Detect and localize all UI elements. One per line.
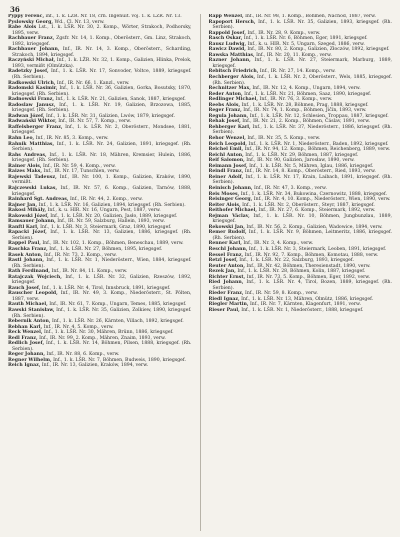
entry-details: Inf., 1. k. LŠR. Nr. 13, Galizien, 1886, kriegsgef. (Rh. Serbien).: [12, 230, 192, 241]
entry-details: Inf., IR. Nr. 4, 10. Komp., Niederösterr., Wien, 1890, verw.: [253, 197, 391, 203]
list-entry: [8, 308, 192, 319]
entry-columns: [8, 14, 392, 531]
entry-name: Raczyński Michał,: [8, 58, 56, 64]
entry-details: Inf., IR. Nr. 80, 2. Komp., Galizien, Złoczów, 1892, kriegsgef.: [247, 47, 390, 53]
entry-details: Inf., 1. k. LŠR. Nr. 28, Böhmen, Prag, 1888, kriegsgef.: [241, 102, 369, 108]
entry-details: Inf., 1. k. LŠR. Nr. 4, Tirol, Innsbruck, 1891, kriegsgef.: [41, 285, 171, 291]
entry-details: Inf., 1. k. LŠR. Nr. 5, Mähren, Iglau, 1886, kriegsgef.: [249, 163, 374, 169]
entry-name: Rebhan Karl,: [8, 324, 43, 330]
entry-name: Rahnik Matthias,: [8, 141, 55, 147]
entry-name: Rauth Michael,: [8, 302, 48, 308]
entry-name: Ratajczak Wojciech,: [8, 274, 62, 280]
entry-details: Inf., IR. Nr. 94, 12. Komp., Böhmen, Reichenberg, 1889, verw.: [244, 147, 391, 153]
entry-name: Richter Ernst,: [208, 274, 246, 280]
entry-name: Rawska Matthias,: [208, 52, 255, 58]
entry-name: Rieder Franz,: [208, 291, 244, 297]
entry-name: Reichl Anton,: [208, 152, 244, 158]
entry-details: Inf., IR. Nr. 14, 3. Komp., Oberösterr., Scharding, Strakoch, 1894, kriegsgef.: [12, 47, 192, 58]
entry-details: Inf., IR. Nr. 84, 11. Komp., verw.: [51, 269, 128, 275]
entry-name: Raffelsberger Franz,: [8, 124, 63, 130]
list-entry: [209, 214, 393, 225]
entry-details: Inf., 1. k. LŠR. Nr. 21, Galizien, Sanok, 1887, kriegsgef.: [55, 97, 186, 103]
entry-name: Reschl Johann,: [208, 246, 248, 252]
list-entry: [8, 103, 192, 114]
entry-name: Rahn Leo,: [8, 136, 35, 142]
entry-name: Radoslaw Janusz,: [8, 102, 56, 108]
entry-name: Rasch Oskar,: [208, 36, 243, 42]
page-number: 36: [10, 5, 20, 14]
entry-name: Rachbauer Johann,: [8, 47, 60, 53]
entry-name: Rappel Paul,: [8, 241, 41, 247]
entry-details: Inf., IR. Nr. 27, 14. Komp., verw.: [259, 69, 336, 75]
list-entry: [8, 291, 192, 302]
entry-name: Reger Johann,: [8, 352, 45, 358]
entry-details: Inf., 1. k. LŠR. Nr. 19, Galizien, Brzozowa, 1885, kriegsgef. (Rh. Serbien).: [12, 102, 192, 114]
entry-name: Rehor Wenzel,: [208, 136, 246, 142]
entry-name: Radomski Kasimir,: [8, 86, 58, 92]
entry-details: Inf., IR. Nr. 74, 1. Komp., Böhmen, Jičín, 1893, verw.: [243, 108, 367, 114]
entry-details: Inf., IR. Nr. 92, 7. Komp., Böhmen, Komotau, 1888, verw.: [244, 252, 379, 258]
entry-name: Reinisch Johann,: [208, 185, 253, 191]
entry-details: Inf., 1. k. LŠR. Nr. 24, Galizien, 1891, kriegsgef. (Rh. Serbien).: [12, 141, 192, 153]
entry-details: Inf., 1. k. LŠR. Nr. 2, Oberösterr., Mondsee, 1881, kriegsgef.: [12, 124, 192, 136]
entry-details: Inf., 1. k. LŠR. Nr. 29, Böhmen, 1887, kriegsgef.: [245, 152, 359, 158]
entry-details: Inf., 1. k. LŠR. Nr. 3, Steiermark, Leoben, 1891, kriegsgef.: [248, 246, 387, 252]
entry-details: Inf., IR. Nr. 57, 7. Komp., verw.: [58, 119, 132, 125]
entry-details: Wd., Cl. Nr. 13, verw.: [54, 19, 105, 25]
list-entry: [8, 36, 192, 47]
entry-name: Pyppy Ferenc,: [8, 14, 45, 19]
list-entry: [209, 125, 393, 136]
left-column: [8, 14, 192, 531]
entry-details: Inf., IR. Nr. 44, 2. Komp., verw.: [69, 197, 143, 203]
entry-details: Inf., IR. Nr. 13, Galizien, Kraków, 1894, verw.: [41, 363, 149, 369]
entry-name: Reichel Emil,: [208, 147, 244, 153]
entry-name: Rachbauer Franz,: [8, 36, 55, 42]
entry-details: Inf., IR. Nr. 7, Kärnten, Klagenfurt, 1891, verw.: [249, 302, 361, 308]
list-entry: [8, 186, 192, 197]
entry-details: Inf., 1. k. LŠR. Nr. 22, Salzburg, 1893, kriegsgef.: [239, 258, 354, 264]
list-entry: [209, 20, 393, 31]
entry-name: Rahs Andreas,: [8, 152, 47, 158]
entry-details: Inf., 1. k. LŠR. Nr. 37, Niederösterr., 1886, kriegsgef. (Rh. Serbien).: [212, 124, 392, 136]
entry-name: Rappold Josef,: [208, 30, 246, 36]
entry-name: Regner Wilhelm,: [8, 357, 52, 363]
entry-details: Zgsfr. Nr. 14, 1. Komp., Oberösterr., Gm. Linz, Strakoch, 1892, kriegsgef.: [12, 36, 192, 47]
entry-details: Inf., IR. Nr. 66, 1. Kanzl., verw.: [56, 80, 130, 86]
entry-name: Rakosi Mihály,: [8, 208, 47, 214]
entry-name: Rapp Wenzel,: [208, 14, 244, 19]
entry-name: Radnowski Franz,: [8, 97, 55, 103]
entry-name: Radkowski Ulrich,: [8, 80, 56, 86]
entry-name: Redl Franz,: [8, 335, 38, 341]
entry-name: Reimann Josef,: [208, 163, 248, 169]
entry-details: Inf., IR. Nr. 21, 2. Komp., Böhmen, Čáslav, 1891, verw.: [242, 119, 371, 125]
entry-details: Inf., 1. k. LŠR. Nr. 7, Böhmen, Budweis, 1890, kriegsgef.: [53, 357, 186, 363]
entry-name: Rabe Alois: [8, 25, 37, 31]
entry-name: Regula Johann,: [208, 113, 249, 119]
entry-name: Rakowski Józef,: [8, 213, 49, 219]
entry-name: Rawski Stanisław,: [8, 307, 55, 313]
entry-details: Inf., 1. k. LŠR. Nr. 30, Mähren, Brünn, 1886, kriegsgef.: [43, 330, 174, 336]
entry-details: Inf., IR. Nr. 12, 4. Komp., Ungarn, 1894, verw.: [252, 86, 361, 92]
entry-name: Rausz Ludwig,: [208, 41, 247, 47]
entry-details: Inf., 1. k. LŠR. Nr. 20, Galizien, Jasło, 1889, kriegsgef.: [50, 213, 178, 219]
entry-details: Inf., IR. Nr. 59, 8. Komp., verw.: [245, 291, 318, 297]
entry-name: Reder Anton,: [208, 91, 243, 97]
entry-name: Riedl Ignaz,: [208, 296, 240, 302]
entry-details: Inf., IR. Nr. 59, 4. Komp., verw.: [42, 163, 116, 169]
entry-details: Inf., 1. k. LŠR. Nr. 12, Schlesien, Troppau, 1887, kriegsgef.: [249, 113, 389, 119]
entry-details: Inf., k. u. HIR. Nr. 5, Ungarn, Szeged, 1886, verw.: [247, 41, 365, 47]
entry-details: Inf., IR. Nr. 76, 3. Komp., verw.: [259, 97, 333, 103]
list-entry: [8, 69, 192, 80]
list-entry: [209, 58, 393, 69]
entry-name: Rebernik Anton,: [8, 319, 51, 325]
entry-name: Rauch Josef,: [8, 285, 41, 291]
entry-details: Inf., 1. k. LŠR. Nr. 4, Tirol, Bozen, 1889, kriegsgef. (Rh. Serbien).: [212, 280, 392, 291]
entry-name: Razner Johann,: [208, 58, 251, 64]
list-entry: [8, 142, 192, 153]
entry-name: Rechberger Alois,: [208, 75, 256, 81]
entry-name: Raschka Franz,: [8, 246, 48, 252]
list-entry: [8, 175, 192, 186]
entry-details: Inf., 1. k. LŠR. Nr. 35, Galizien, Zolkiew, 1890, kriegsgef. (Rh. Serbien).: [12, 307, 192, 319]
entry-details: Inf., 1. k. LŠR. Nr. 17, Krain, Laibach, 1891, kriegsgef. (Rh. Serbien).: [212, 174, 392, 186]
entry-details: Inf., IR. Nr. 73, 5. Komp., Böhmen, Eger, 1892, verw.: [246, 274, 371, 280]
list-entry: [8, 258, 192, 269]
list-entry: [8, 341, 192, 352]
list-entry: [8, 363, 192, 369]
entry-details: Inf., IR. Nr. 57, 6. Komp., Galizien, Tarnów, 1888, kriegsgef.: [12, 185, 192, 197]
entry-name: Rechnitzer Max,: [208, 86, 251, 92]
entry-details: Inf., 1. k. LŠR. Nr. 2, Oberösterr., Wels, 1885, kriegsgef. (Rh. Serbien).: [212, 75, 392, 86]
entry-name: Rapoport Hersch,: [208, 19, 256, 25]
entry-details: Inf., IR. Nr. 47, 3. Komp., verw.: [254, 185, 327, 191]
entry-details: Inf., 1. k. LŽR. Nr. 32, 1. Komp., Galizien, Hlinka, Prelok, 1893, vermißt (Olmützka).: [12, 58, 192, 69]
entry-name: Ramsauer Johann,: [8, 219, 56, 225]
entry-name: Rejman Václav,: [208, 213, 250, 219]
entry-name: Redlich Josef,: [8, 341, 45, 347]
list-entry: [8, 230, 192, 241]
entry-name: Reis Moses,: [208, 191, 240, 197]
entry-details: Inf., IR. Nr. 90, Galizien, Jarosław, 1890, verw.: [246, 158, 355, 164]
entry-name: Rastl Johann,: [8, 258, 44, 264]
entry-details: Inf., 1. k. LŠR. Nr. 9, Böhmen, Leitmeritz, 1886, kriegsgef. (Rh. Serbien).: [212, 230, 392, 241]
entry-details: Inf., 1. k. LŠR. Nr. 27, Steiermark, Marburg, 1889, kriegsgef.: [212, 58, 392, 69]
entry-name: Retzl Josef,: [208, 258, 238, 264]
entry-details: Inf., 1. k. LŠR. Nr. 16, Galizien, 1894, kriegsgef. (Rh. Serbien).: [38, 202, 186, 208]
entry-name: Rath Ferdinand,: [8, 269, 51, 275]
entry-details: Inf., IR. Nr. 100, 1. Komp., Galizien, Kraków, 1890, vermißt.: [12, 174, 192, 186]
entry-details: Inf., IR. Nr. 17, Tunschlen, verw.: [43, 169, 120, 175]
entry-details: Inf., 1. k. LŠR. Nr. 31, Galizien, Lwów, 1879, kriegsgef.: [45, 113, 175, 119]
entry-name: Reuter Anton,: [208, 263, 245, 269]
entry-name: Reich Ignaz,: [8, 363, 41, 369]
entry-name: Reich Leopold,: [208, 141, 248, 147]
list-entry: [8, 153, 192, 164]
entry-name: Reiner Adolf,: [208, 174, 244, 180]
entry-details: Inf., IR. Nr. 42, Böhmen, Theresienstadt, 1890, verw.: [246, 263, 371, 269]
entry-details: Inf., 1. k. LŠR. Nr. 17, Sonvoder, Voltce, 1889, kriegsgef. (Rh. Serbien).: [12, 69, 192, 81]
entry-details: Inf., k. u. HIR. Nr. 16, Ungarn, Pest, 1887, verw.: [47, 208, 161, 214]
entry-name: Rajczewski Lukas,: [8, 185, 58, 191]
entry-name: Raizes Maks,: [8, 169, 43, 175]
entry-details: Inf., IR. Nr. 3, 4. Komp., verw.: [243, 241, 314, 247]
entry-name: Reebs Alois,: [208, 102, 241, 108]
entry-details: Inf., IR. Nr. 61, 7. Komp., Ungarn, Temes, 1885, kriegsgef.: [49, 302, 187, 308]
entry-details: Inf., 1. k. LŠR. Nr. 3, Steiermark, Graz, 1890, kriegsgef.: [40, 224, 172, 230]
entry-name: Reisinger Georg,: [208, 197, 253, 203]
entry-details: Inf., IR. Nr. 98, 1. Komp., Böhmen, Nachod, 1887, verw.: [245, 14, 376, 19]
entry-name: Renner Karl,: [208, 241, 242, 247]
entry-details: Inf., 1. k. LŠR. Nr. 26, Kärnten, Villach, 1892, kriegsgef.: [51, 319, 184, 325]
list-entry: [209, 280, 393, 291]
entry-name: Rekowski Jan,: [208, 224, 245, 230]
entry-details: Inf., IR. Nr. 85, 3. Komp., verw.: [35, 136, 109, 142]
entry-name: Reger Franz,: [208, 108, 242, 114]
entry-details: Inf., IR. Nr. 28, 9. Komp., verw.: [247, 30, 321, 36]
entry-details: Inf., IR. Nr. 35, 5. Komp., verw.: [247, 136, 321, 142]
entry-name: Riegler Martin,: [208, 302, 249, 308]
entry-details: Inf., 1. k. LŠR. Nr. 1, Niederösterr., Baden, 1892, kriegsgef.: [248, 141, 389, 147]
entry-details: Inf., 1. k. LŠR. Nr. 14, Böhmen, Pilsen, 1888, kriegsgef. (Rh. Serbien).: [12, 341, 192, 352]
entry-details: Inf., IR. Nr. 14, 8. Komp., Oberösterr., Ried, 1893, verw.: [244, 169, 376, 175]
list-entry: [8, 125, 192, 136]
entry-details: Inf., 1. k. LŠR. Nr. 27, Böhmen, 1895, kriegsgef.: [49, 246, 163, 252]
entry-name: Pyslowsky Georg,: [8, 19, 53, 25]
entry-name: Ranftl Karl,: [8, 224, 39, 230]
entry-name: Rapacki Józef,: [8, 230, 47, 236]
entry-name: Radwan Józef,: [8, 113, 45, 119]
entry-details: Inf., IR. Nr. 4, 5. Komp., verw.: [43, 324, 114, 330]
entry-name: Rieser Paul,: [208, 307, 240, 313]
entry-name: Rasek Anton,: [8, 252, 43, 258]
entry-details: Inf., 1. k. LŠR. Nr. 18, Mähren, Kremsier, Hulein, 1886, kriegsgef. (Rh. Serbien).: [12, 152, 192, 164]
list-entry: [209, 175, 393, 186]
column-divider: [200, 14, 201, 531]
list-entry: [8, 86, 192, 97]
list-entry: [209, 230, 393, 241]
entry-name: Ried Johann,: [208, 280, 244, 286]
entry-details: Inf., 1. k. LŠR. Nr. 2, Oberösterr., Steyr, 1887, kriegsgef.: [242, 202, 375, 208]
entry-details: Inf., IR. Nr. 88, 6. Komp., verw.: [46, 352, 120, 358]
entry-name: Radwański Wiktor,: [8, 119, 57, 125]
list-entry: [8, 275, 192, 286]
entry-details: Inf., IR. Nr. 27, 6. Komp., Steiermark, 1892, verw.: [258, 208, 376, 214]
entry-details: Inf., 1. k. LŠR. Nr. 21, Böhmen, Saaz, 1890, kriegsgef.: [244, 91, 372, 97]
entry-name: Rebitsch Friedrich,: [208, 69, 259, 75]
entry-details: Inf., 1. k. LŠR. Nr. 10, Böhmen, Jungbunzlau, 1889, kriegsgef.: [212, 213, 392, 225]
entry-name: Rainhard Sgt. Andreas,: [8, 197, 69, 203]
entry-name: Reck Wenzel,: [8, 330, 43, 336]
entry-details: Lst., 1. k. LŠR. Nr. 30, 2. Komp., Wörter, Strakoch, Podhorsky, 1895, verw.: [12, 25, 192, 36]
list-entry: [8, 47, 192, 58]
entry-name: Rauscher Leopold,: [8, 291, 58, 297]
entry-details: Inf., IR. Nr. 99, 2. Komp., Mähren, Znaim, 1893, verw.: [39, 335, 166, 341]
entry-details: Inf., IR. Nr. 59, Salzburg, Hallein, 1893, verw.: [57, 219, 165, 225]
entry-name: Reindl Franz,: [208, 169, 244, 175]
entry-name: Rainer Alois,: [8, 163, 42, 169]
entry-details: Inf., 1. k. LŠR. Nr. 36, Galizien, Gorka, Bosutsky, 1870, kriegsgef. (Rh. Serbien).: [12, 86, 192, 97]
entry-details: Inf., IR. Nr. 73, 2. Komp., verw.: [43, 252, 117, 258]
entry-details: Inf., IR. Nr. 49, 3. Komp., Niederösterr., St. Pölten, 1887, verw.: [12, 291, 192, 302]
entry-details: Inf., 1. k. LŠR. Nr. 6, Böhmen, Eger, 1891, kriegsgef.: [243, 36, 368, 42]
entry-details: Inf., IR. Nr. 20, 11. Komp., verw.: [256, 52, 332, 58]
list-entry: [8, 58, 192, 69]
entry-name: Ressel Franz,: [208, 252, 244, 258]
entry-details: Inf., 1. k. LŠR. Nr. 13, Mähren, Olmütz, 1886, kriegsgef.: [241, 296, 374, 302]
entry-name: Redlinger Michael,: [208, 97, 259, 103]
entry-details: Inf., 1. k. LŠR. Nr. 1, Niederösterr., 1888, kriegsgef.: [241, 307, 364, 313]
entry-name: Reiter Alois,: [208, 202, 241, 208]
list-entry: [209, 75, 393, 86]
entry-details: Inf., IR. Nr. 102, 1. Komp., Böhmen, Beneschau, 1889, verw.: [42, 241, 184, 247]
list-entry: [8, 25, 192, 36]
entry-details: Inf., 1. k. LŠR. Nr. 1, Niederösterr., Wien, 1884, kriegsgef. (Rh. Serbien).: [12, 258, 192, 269]
entry-name: Rajner Jan,: [8, 202, 38, 208]
entry-name: Rezek Jan,: [208, 269, 236, 275]
entry-details: Inf., 1. k. LŠR. Nr. 28, Böhmen, Kolin, 1887, kriegsgef.: [237, 269, 366, 275]
entry-name: Rajewski Tadeusz,: [8, 174, 57, 180]
entry-name: Rehak Josef,: [208, 119, 241, 125]
entry-details: Inf., 1. k. LŠR. Nr. 35, Galizien, 1893, kriegsgef. (Rh. Serbien).: [212, 19, 392, 31]
entry-name: Radetzky Josef,: [8, 69, 49, 75]
entry-details: Inf., IR. Nr. 56, 2. Komp., Galizien, Wadowice, 1894, verw.: [246, 224, 383, 230]
right-column: [209, 14, 393, 531]
entry-name: Remer Rudolf,: [208, 230, 247, 236]
entry-name: Reithofer Michael,: [208, 208, 257, 214]
entry-details: Inf., 1. k. LŠR. Nr. 32, Galizien, Rzeszów, 1892, kriegsgef.: [12, 274, 192, 286]
entry-details: inf., 1. k. LŽR. Nr. 18, črn. Ingenuit. voj. 1. k. LŽR. Nr. 13.: [45, 14, 182, 19]
list-entry: [209, 308, 393, 314]
entry-name: Reif Salomon,: [208, 158, 245, 164]
entry-details: Inf., 1. k. LŠR. Nr. 34, Bukowina, Czernowitz, 1888, kriegsgef.: [240, 191, 387, 197]
entry-name: Rehberger Karl,: [208, 124, 251, 130]
entry-name: Rawicz Dawid,: [208, 47, 246, 53]
